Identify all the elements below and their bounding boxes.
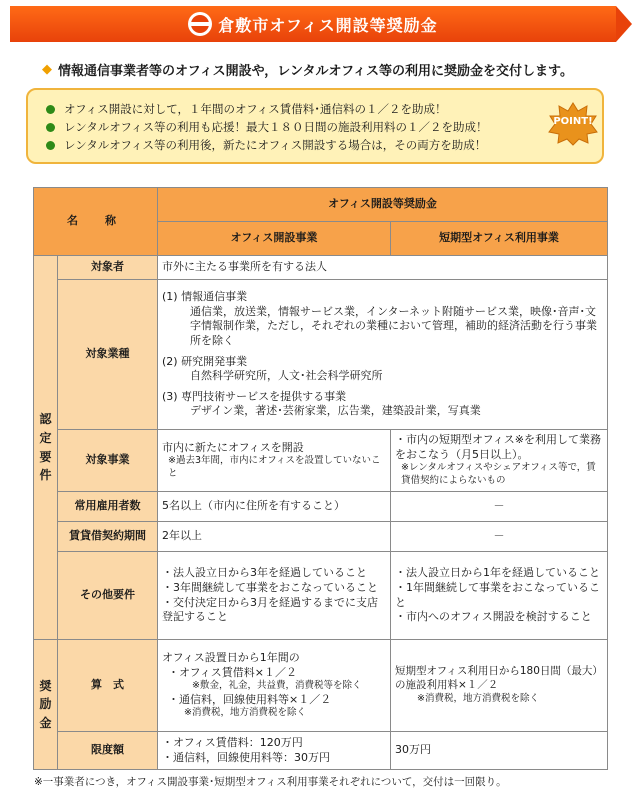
industry-item2-detail: 自然科学研究所，人文･社会科学研究所 [190, 369, 383, 383]
other-col2-line3: ・市内へのオフィス開設を検討すること [395, 610, 592, 624]
banner-arrow-tip [616, 6, 632, 42]
industry-content [158, 280, 608, 430]
limit-col1-line1: ・オフィス賃借料：120万円 [162, 735, 303, 749]
page-title: 倉敷市オフィス開設等奨励金 [218, 15, 438, 35]
business-col2-note: ※レンタルオフィスやシェアオフィス等で，賃貸借契約によらないもの [401, 462, 596, 487]
other-col1-line1: ・法人設立日から3年を経過していること [162, 566, 367, 580]
group-certification [34, 256, 58, 640]
industry-item1-title: (1) 情報通信事業 [162, 290, 248, 304]
business-col2 [391, 430, 608, 492]
other-col2-line2: ・1年間継続して事業をおこなっていること [395, 580, 600, 609]
formula-col1-line1: オフィス設置日から1年間の [162, 651, 300, 665]
industry-item3-detail: デザイン業，著述･芸術家業，広告業，建築設計業，写真業 [190, 404, 481, 418]
bullet-icon [46, 105, 55, 114]
industry-item1-detail: 通信業，放送業，情報サービス業，インターネット附随サービス業，映像･音声･文字情報制作業，ただし，それぞれの業種において管理，補助的経済活動を行う事業所を除く [190, 304, 597, 347]
formula-col1-line3: ・通信料，回線使用料等×１／２ [168, 692, 332, 706]
industry-item3-title: (3) 専門技術サービスを提供する事業 [162, 389, 347, 403]
formula-col1-note1: ※敷金，礼金，共益費，消費税等を除く [192, 680, 362, 692]
business-col2-main: ・市内の短期型オフィス※を利用して業務をおこなう（月5日以上）。 [395, 433, 602, 461]
formula-col2-note: ※消費税，地方消費税を除く [417, 693, 539, 705]
group-certification-label: 認定要件 [39, 412, 52, 483]
other-col1 [158, 552, 391, 640]
group-incentive-label: 奨励金 [39, 678, 52, 730]
business-col1-note: ※過去3年間，市内にオフィスを設置していないこと [168, 455, 381, 479]
subtitle-text: 情報通信事業者等のオフィス開設や，レンタルオフィス等の利用に奨励金を交付します。 [58, 64, 573, 79]
row-label-employees: 常用雇用者数 [58, 492, 158, 522]
bullet-icon [46, 123, 55, 132]
limit-col1-line2: ・通信料，回線使用料等：30万円 [162, 750, 330, 764]
highlight-text: オフィス開設に対して，１年間のオフィス賃借料･通信料の１／２を助成！ [64, 102, 447, 116]
point-label: POINT! [553, 116, 593, 127]
col-header-office-opening: オフィス開設事業 [158, 222, 391, 256]
group-incentive [34, 640, 58, 770]
footnote: ※一事業者につき，オフィス開設事業･短期型オフィス利用事業それぞれについて，交付は一回限り。 [34, 776, 507, 788]
point-badge [548, 102, 598, 146]
lease-col2: － [391, 522, 608, 552]
formula-col2 [391, 640, 608, 732]
highlight-item [46, 118, 487, 136]
target-value: 市外に主たる事業所を有する法人 [158, 256, 608, 280]
diamond-icon: ◆ [42, 62, 52, 77]
highlights-list [46, 100, 487, 154]
row-label-other: その他要件 [58, 552, 158, 640]
other-col1-line2: ・3年間継続して事業をおこなっていること [162, 580, 378, 594]
row-label-industry: 対象業種 [58, 280, 158, 430]
highlight-item [46, 136, 487, 154]
other-col2 [391, 552, 608, 640]
other-col1-line3: ・交付決定日から3月を経過するまでに支店登記すること [162, 595, 378, 624]
name-header: 名 称 [34, 188, 158, 256]
industry-item2-title: (2) 研究開発事業 [162, 354, 248, 368]
limit-col1 [158, 732, 391, 770]
main-header: オフィス開設等奨励金 [158, 188, 608, 222]
highlight-text: レンタルオフィス等の利用後，新たにオフィス開設する場合は，その両方を助成！ [64, 138, 487, 152]
row-label-limit: 限度額 [58, 732, 158, 770]
row-label-business: 対象事業 [58, 430, 158, 492]
formula-col1 [158, 640, 391, 732]
row-label-formula: 算 式 [58, 640, 158, 732]
limit-col2: 30万円 [391, 732, 608, 770]
business-col1-main: 市内に新たにオフィスを開設 [162, 440, 304, 454]
employees-col1: 5名以上（市内に住所を有すること） [158, 492, 391, 522]
subtitle [42, 60, 573, 79]
highlight-item [46, 100, 487, 118]
lease-col1: 2年以上 [158, 522, 391, 552]
city-emblem-icon [188, 12, 212, 36]
business-col1 [158, 430, 391, 492]
formula-col1-line2: ・オフィス賃借料×１／２ [168, 665, 298, 679]
row-label-target: 対象者 [58, 256, 158, 280]
formula-col1-note2: ※消費税，地方消費税を除く [184, 707, 306, 719]
formula-col2-line1: 短期型オフィス利用日から180日間（最大）の施設利用料×１／２ [395, 665, 603, 692]
title-banner [10, 6, 632, 42]
col-header-short-term-office: 短期型オフィス利用事業 [391, 222, 608, 256]
employees-col2: － [391, 492, 608, 522]
other-col2-line1: ・法人設立日から1年を経過していること [395, 566, 600, 580]
highlights-box [26, 88, 604, 164]
bullet-icon [46, 141, 55, 150]
incentive-table [33, 187, 608, 770]
row-label-lease: 賃貸借契約期間 [58, 522, 158, 552]
highlight-text: レンタルオフィス等の利用も応援！最大１８０日間の施設利用料の１／２を助成！ [64, 120, 488, 134]
